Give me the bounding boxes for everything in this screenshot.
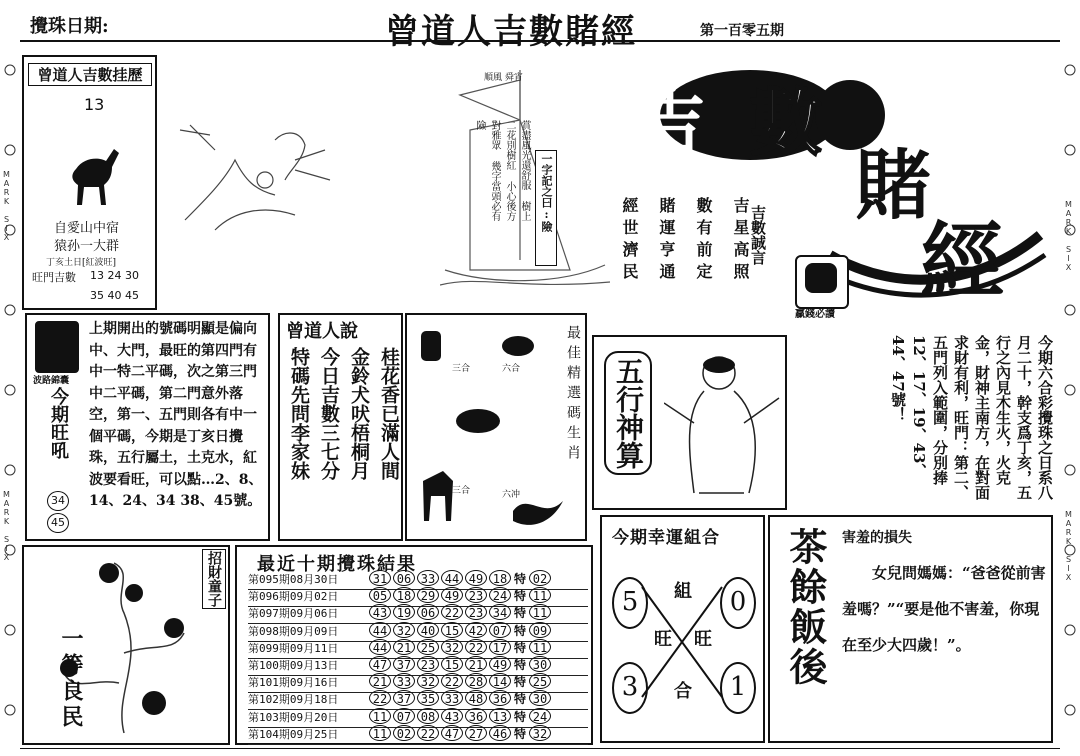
results-number: 05 [369,587,391,603]
horse-icon [64,139,124,209]
results-number: 47 [441,725,463,741]
wuxing-text: 今期六合彩攪珠之日系八月二十，幹支爲丁亥，五行之內見木生火，火克金，財神主南方，在對面求財有利，旺門：第二、五門列入範圍，分別捧12、17、19、43、44、47號！ [889,335,1054,500]
logo-badge-icon [795,255,849,309]
animal-label-3: 三合 [452,486,471,496]
results-number: 22 [417,725,439,741]
results-number: 21 [369,673,391,689]
results-number: 06 [393,570,415,586]
lucky-combo-box [600,515,765,743]
results-number: 24 [489,587,511,603]
sail-poem: 賞盡風光還舒服 樹上二花別樹紅 小心後方對雅眾 幾字當頭必有險 [474,120,530,221]
animal-label-4: 六冲 [502,490,521,500]
header-divider [20,40,1060,42]
results-row [248,725,588,745]
lucky-combo-mid-top: 組 [674,581,692,602]
results-number: 49 [441,587,463,603]
results-number: 13 [489,708,511,724]
zodiac-calendar-box [22,55,157,310]
results-number: 23 [465,587,487,603]
draw-date-label: 攪珠日期: [30,16,109,37]
lucky-combo-title: 今期幸運組合 [612,528,720,548]
results-special-number: 32 [529,725,551,741]
lucky-numbers-label: 旺門吉數 [32,271,76,284]
analysis-circle-b: 45 [47,513,69,533]
results-row-label: 第098期09月09日 [248,624,339,638]
results-number: 18 [393,587,415,603]
results-number: 21 [465,656,487,672]
results-row-label: 第099期09月11日 [248,641,339,655]
results-number: 15 [441,656,463,672]
issue-number: 第一百零五期 [700,23,784,39]
results-number: 22 [465,639,487,655]
animals-side-text: 最佳精選碼生肖 [565,325,581,465]
results-number: 36 [489,690,511,706]
results-special-label: 特 [514,589,527,604]
results-special-label: 特 [514,572,527,586]
results-number: 29 [417,587,439,603]
results-number: 11 [369,708,391,724]
results-row-label: 第097期09月06日 [248,607,339,621]
results-number: 43 [441,708,463,724]
results-number: 22 [441,673,463,689]
results-number: 37 [393,690,415,706]
joke-text: 女兒問媽媽：“爸爸從前害羞嗎？”“要是他不害羞，你現在至少大四歲！”。 [842,564,1046,654]
results-number: 15 [441,622,463,638]
results-special-number: 09 [529,622,551,638]
waves-badge-label: 波路錦囊 [33,376,70,386]
results-special-label: 特 [514,640,527,655]
results-number: 28 [465,673,487,689]
results-title: 最近十期攪珠結果 [257,554,417,575]
results-number: 37 [393,656,415,672]
left-sidebar-text: MARK SIX [2,170,11,242]
lucky-numbers-row-2: 35 40 45 [90,289,139,302]
results-number: 14 [489,673,511,689]
logo-slogan-col-2: 數有前定 [694,197,713,285]
joke-side-title: 茶餘飯後 [783,527,828,687]
results-special-label: 特 [514,606,527,621]
results-number: 32 [441,639,463,655]
logo-area [600,55,1055,330]
results-number: 22 [441,604,463,620]
results-number: 33 [417,570,439,586]
results-number: 31 [369,570,391,586]
right-sidebar-text: MARK SIX [1064,200,1073,272]
sail-caption: 一字記之曰:險 [535,150,557,266]
left-decorative-border [2,50,20,740]
lucky-combo-mid-left: 旺 [654,629,672,650]
waves-badge-icon [35,321,79,373]
landscape-illustration-icon [175,120,345,240]
right-decorative-border [1062,50,1080,740]
results-special-number: 11 [529,639,551,655]
results-number: 27 [465,725,487,741]
saying-col-4: 特碼先問李家妹 [288,347,310,480]
saying-col-1: 桂花香已滿人間 [378,347,400,480]
zhaocai-label: 招財童子 [202,549,226,609]
zodiac-note: 丁亥土日[紅波旺] [46,258,117,268]
zodiac-animals-icon [413,321,583,537]
results-number: 33 [393,673,415,689]
lucky-combo-mid-right: 旺 [694,629,712,650]
results-special-number: 30 [529,656,551,672]
results-number: 07 [489,622,511,638]
main-title: 曾道人吉數賭經 [385,12,637,52]
results-number: 23 [465,604,487,620]
results-number: 11 [369,725,391,741]
wuxing-box [592,335,787,510]
results-special-label: 特 [514,658,527,672]
results-number: 22 [369,690,391,706]
animal-label-2: 六合 [502,364,521,374]
results-row-label: 第101期09月16日 [248,676,339,690]
logo-badge-label: 贏錢必讀 [795,309,835,320]
logo-char-4: 經 [920,212,1005,311]
logo-side-slogan: 吉數誠言 [749,205,767,265]
results-number: 48 [465,690,487,706]
results-number: 32 [417,673,439,689]
results-row-label: 第100期09月13日 [248,659,339,672]
results-row-label: 第103期09月20日 [248,710,339,724]
deity-figure-icon [664,343,782,505]
logo-char-2: 數 [750,80,823,165]
lucky-combo-number-tl: 5 [612,577,648,629]
results-number: 08 [417,708,439,724]
results-special-number: 25 [529,673,551,689]
analysis-text: 上期開出的號碼明顯是偏向中、大門，最旺的第四門有中一特二平碼，次之第三門中二平碼，第二門意外落空，第一、五門則各有中一個平碼，今期是丁亥日攪珠，五行屬土，土克水，紅波要看旺，可以點…2、8、14、24、34 38、45號。 [89,321,263,509]
results-number: 49 [465,570,487,586]
results-special-number: 30 [529,690,551,706]
bottom-divider [20,748,1060,749]
results-number: 49 [489,656,511,672]
results-special-number: 11 [529,604,551,620]
left-sidebar-text-2: MARK SIX [2,490,11,562]
results-special-label: 特 [514,709,527,724]
results-number: 42 [465,622,487,638]
logo-char-1: 吉 [635,81,705,164]
results-special-label: 特 [514,692,527,707]
analysis-circle-a: 34 [47,491,69,511]
results-special-number: 24 [529,708,551,724]
results-number: 07 [393,708,415,724]
zodiac-animals-box [405,313,587,541]
results-number: 35 [417,690,439,706]
saying-col-2: 金鈴犬吠梧桐月 [348,347,370,480]
results-special-label: 特 [514,726,527,741]
results-number: 33 [441,690,463,706]
results-number: 46 [489,725,511,741]
joke-title: 害羞的損失 [842,530,912,546]
results-number: 17 [489,639,511,655]
zhaocai-caption: 一等良民 [58,627,84,731]
analysis-box [25,313,270,541]
zhaocai-box [22,545,230,745]
results-number: 19 [393,604,415,620]
results-number: 06 [417,604,439,620]
results-special-number: 11 [529,587,551,603]
results-number: 47 [369,656,391,672]
results-special-number: 02 [529,570,551,586]
joke-box [768,515,1053,743]
zodiac-calendar-title: 曾道人吉數挂歷 [28,63,152,86]
logo-slogan-col-1: 吉星高照 [731,197,750,285]
results-special-label: 特 [514,675,527,690]
results-number: 36 [465,708,487,724]
results-special-label: 特 [514,623,527,638]
animal-label-1: 三合 [452,364,471,374]
results-row-label: 第102期09月18日 [248,693,339,707]
results-number: 40 [417,622,439,638]
results-row-label: 第104期09月25日 [248,727,339,741]
results-number: 23 [417,656,439,672]
logo-slogan-columns [618,197,752,327]
zodiac-verse-1: 自愛山中宿 [54,221,120,236]
results-row-label: 第096期09月02日 [248,590,339,604]
wuxing-title: 五行神算 [604,351,652,475]
flower-border-icon [2,50,18,730]
lucky-combo-number-tr: 0 [720,577,756,629]
results-number: 34 [489,604,511,620]
saying-title: 曾道人說 [286,321,358,342]
results-number: 21 [393,639,415,655]
lucky-numbers-row-1: 13 24 30 [90,269,139,282]
zodiac-verse-2: 猿孙一大群 [54,239,120,254]
results-number: 43 [369,604,391,620]
zodiac-number: 13 [84,95,105,114]
results-number: 44 [441,570,463,586]
analysis-side-label: 今期旺吼 [48,387,69,459]
saying-box [278,313,403,541]
sail-flag-text: 順風 舜宵 [484,73,523,83]
logo-slogan-col-4: 經世濟民 [620,197,639,285]
lucky-combo-number-br: 1 [720,662,756,714]
saying-col-3: 今日吉數三七分 [318,347,340,480]
lucky-combo-number-bl: 3 [612,662,648,714]
results-number: 02 [393,725,415,741]
results-number: 44 [369,622,391,638]
results-number: 44 [369,639,391,655]
lucky-combo-mid-bottom: 合 [674,681,692,702]
flower-border-icon [1062,50,1078,730]
logo-char-3: 賭 [855,141,931,230]
right-sidebar-text-2: MARK SIX [1064,510,1073,582]
results-number: 25 [417,639,439,655]
results-number: 32 [393,622,415,638]
results-row-label: 第095期08月30日 [248,573,339,586]
results-number: 18 [489,570,511,586]
logo-slogan-col-3: 賭運亨通 [657,197,676,285]
saying-columns [286,347,403,480]
